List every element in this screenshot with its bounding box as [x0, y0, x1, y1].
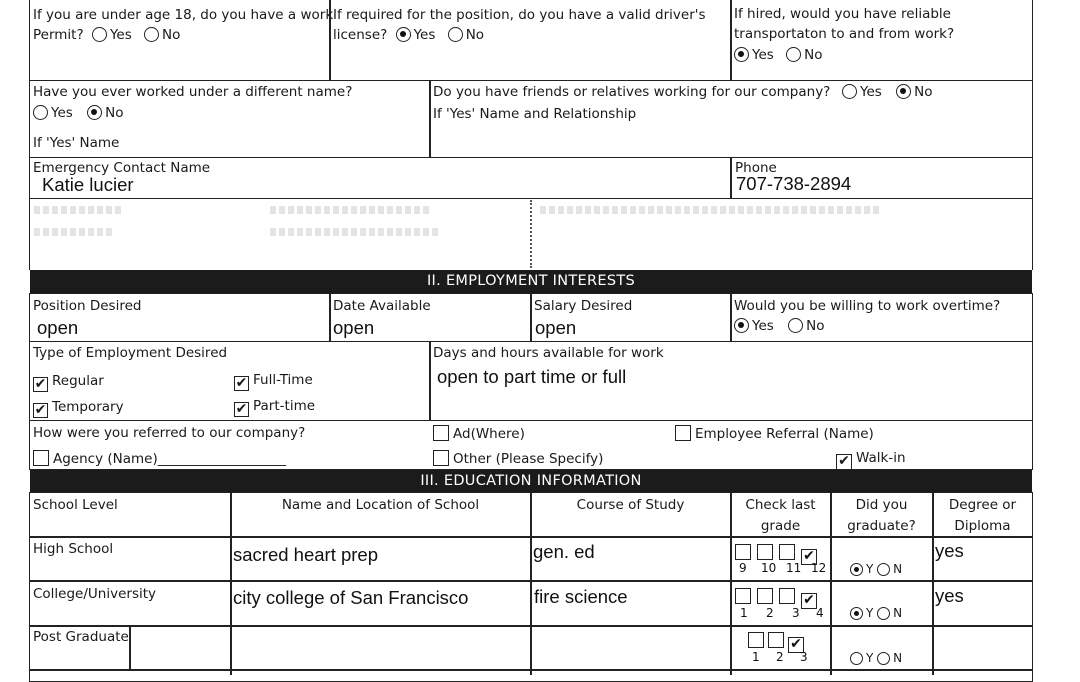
- date-value[interactable]: open: [333, 317, 375, 338]
- other-checkbox[interactable]: [433, 450, 449, 466]
- referral-employee[interactable]: Employee Referral (Name): [675, 425, 874, 443]
- header-check-grade-2: grade: [760, 518, 801, 534]
- row-level: Post Graduate: [33, 629, 129, 645]
- header-degree-1: Degree or: [948, 497, 1017, 513]
- position-value[interactable]: open: [37, 317, 79, 338]
- salary-label: Salary Desired: [534, 298, 633, 314]
- header-graduate-2: graduate?: [847, 518, 916, 534]
- license-question: If required for the position, do you have a valid driver's: [333, 7, 706, 23]
- graduated-n-radio[interactable]: [877, 652, 890, 665]
- type-full-time[interactable]: ✔ Full-Time: [235, 372, 313, 391]
- grade-label: 11: [786, 561, 802, 575]
- friends-no-radio[interactable]: [896, 84, 911, 99]
- header-school-level: School Level: [33, 497, 118, 513]
- grade-label: 4: [816, 606, 824, 620]
- date-label: Date Available: [333, 298, 431, 314]
- emergency-phone-label: Phone: [735, 160, 777, 176]
- overtime-yes-radio[interactable]: [734, 318, 749, 333]
- row-level: College/University: [33, 586, 157, 602]
- grade-label: 1: [752, 650, 760, 664]
- grade-3-checkbox[interactable]: ✔: [788, 637, 804, 653]
- graduated-n-radio[interactable]: [877, 607, 890, 620]
- referral-other[interactable]: Other (Please Specify): [433, 450, 603, 468]
- grade-11-checkbox[interactable]: [779, 544, 795, 560]
- regular-checkbox[interactable]: ✔: [34, 376, 47, 392]
- walkin-checkbox[interactable]: ✔: [836, 454, 852, 470]
- different-name-answer: Yes No: [33, 105, 123, 122]
- transport-no-radio[interactable]: [786, 47, 801, 62]
- type-temporary[interactable]: ✔ Temporary: [34, 399, 124, 418]
- row-school[interactable]: sacred heart prep: [233, 544, 379, 565]
- emergency-phone-value[interactable]: 707-738-2894: [736, 173, 852, 194]
- grade-label: 2: [766, 606, 774, 620]
- transport-yes-radio[interactable]: [734, 47, 749, 62]
- graduated-y-radio[interactable]: [850, 607, 863, 620]
- days-hours-value[interactable]: open to part time or full: [437, 366, 627, 387]
- grade-2-checkbox[interactable]: [757, 588, 773, 604]
- grade-1-checkbox[interactable]: [735, 588, 751, 604]
- license-yes-radio[interactable]: [396, 27, 411, 42]
- grade-label: 3: [800, 650, 808, 664]
- row-school[interactable]: city college of San Francisco: [233, 587, 469, 608]
- full-time-checkbox[interactable]: ✔: [235, 375, 248, 391]
- salary-value[interactable]: open: [535, 317, 577, 338]
- grade-checks-hs: [735, 542, 821, 565]
- permit-answer: Permit? Yes No: [33, 27, 181, 43]
- row-course[interactable]: fire science: [534, 586, 628, 607]
- graduated-y-radio[interactable]: [850, 652, 863, 665]
- friends-if-yes-label: If 'Yes' Name and Relationship: [433, 106, 637, 122]
- overtime-no-radio[interactable]: [788, 318, 803, 333]
- permit-yes-radio[interactable]: [92, 27, 107, 42]
- row-degree[interactable]: yes: [935, 540, 964, 561]
- grade-4-checkbox[interactable]: ✔: [801, 593, 817, 609]
- referral-agency[interactable]: Agency (Name)___________________: [33, 450, 286, 468]
- different-name-no-radio[interactable]: [87, 105, 102, 120]
- if-yes-name-label: If 'Yes' Name: [33, 135, 120, 151]
- grade-label: 1: [740, 606, 748, 620]
- employment-section-header: II. EMPLOYMENT INTERESTS: [30, 270, 1032, 293]
- grade-9-checkbox[interactable]: [735, 544, 751, 560]
- education-section-header: III. EDUCATION INFORMATION: [30, 470, 1032, 492]
- part-time-checkbox[interactable]: ✔: [235, 401, 248, 417]
- permit-question: If you are under age 18, do you have a work: [33, 7, 334, 23]
- employment-type-label: Type of Employment Desired: [33, 345, 228, 361]
- graduated-answer: Y N: [850, 561, 902, 578]
- ad-checkbox[interactable]: [433, 425, 449, 441]
- transport-question-2: transportaton to and from work?: [734, 26, 955, 42]
- grade-label: 10: [761, 561, 777, 575]
- license-no-radio[interactable]: [448, 27, 463, 42]
- graduated-answer: Y N: [850, 605, 902, 622]
- grade-3-checkbox[interactable]: [779, 588, 795, 604]
- grade-label: 9: [739, 561, 747, 575]
- transport-answer: Yes No: [734, 47, 822, 64]
- transport-question: If hired, would you have reliable: [734, 6, 951, 22]
- grade-10-checkbox[interactable]: [757, 544, 773, 560]
- type-regular[interactable]: ✔ Regular: [34, 373, 104, 392]
- row-level: High School: [33, 541, 114, 557]
- type-part-time[interactable]: ✔ Part-time: [235, 398, 316, 417]
- position-label: Position Desired: [33, 298, 142, 314]
- header-check-grade-1: Check last: [745, 497, 816, 513]
- graduated-answer: Y N: [850, 650, 902, 667]
- emergency-name-value[interactable]: Katie lucier: [42, 174, 134, 195]
- referral-ad[interactable]: Ad(Where): [433, 425, 525, 443]
- grade-1-checkbox[interactable]: [748, 632, 764, 648]
- grade-label: 12: [811, 561, 827, 575]
- overtime-question: Would you be willing to work overtime?: [734, 298, 1001, 314]
- grade-2-checkbox[interactable]: [768, 632, 784, 648]
- friends-yes-radio[interactable]: [842, 84, 857, 99]
- referral-question: How were you referred to our company?: [33, 425, 306, 441]
- grade-label: 3: [792, 606, 800, 620]
- header-graduate-1: Did you: [855, 497, 908, 513]
- employee-referral-checkbox[interactable]: [675, 425, 691, 441]
- graduated-y-radio[interactable]: [850, 563, 863, 576]
- emergency-name-label: Emergency Contact Name: [33, 160, 211, 176]
- grade-label: 2: [776, 650, 784, 664]
- permit-no-radio[interactable]: [144, 27, 159, 42]
- friends-answer: Yes No: [842, 84, 932, 101]
- header-school-name: Name and Location of School: [281, 497, 480, 513]
- header-degree-2: Diploma: [954, 518, 1011, 534]
- grade-12-checkbox[interactable]: ✔: [801, 549, 817, 565]
- row-course[interactable]: gen. ed: [533, 541, 595, 562]
- agency-checkbox[interactable]: [33, 450, 49, 466]
- different-name-yes-radio[interactable]: [33, 105, 48, 120]
- graduated-n-radio[interactable]: [877, 563, 890, 576]
- friends-question: Do you have friends or relatives working for our company?: [433, 84, 831, 100]
- referral-walkin[interactable]: ✔ Walk-in: [836, 450, 906, 470]
- different-name-question: Have you ever worked under a different name?: [33, 84, 353, 100]
- license-answer: license? Yes No: [333, 27, 485, 43]
- header-course: Course of Study: [576, 497, 685, 513]
- grade-checks-college: [735, 586, 821, 609]
- temporary-checkbox[interactable]: ✔: [34, 402, 47, 418]
- days-hours-label: Days and hours available for work: [433, 345, 664, 361]
- overtime-answer: Yes No: [734, 318, 824, 335]
- row-degree[interactable]: yes: [935, 585, 964, 606]
